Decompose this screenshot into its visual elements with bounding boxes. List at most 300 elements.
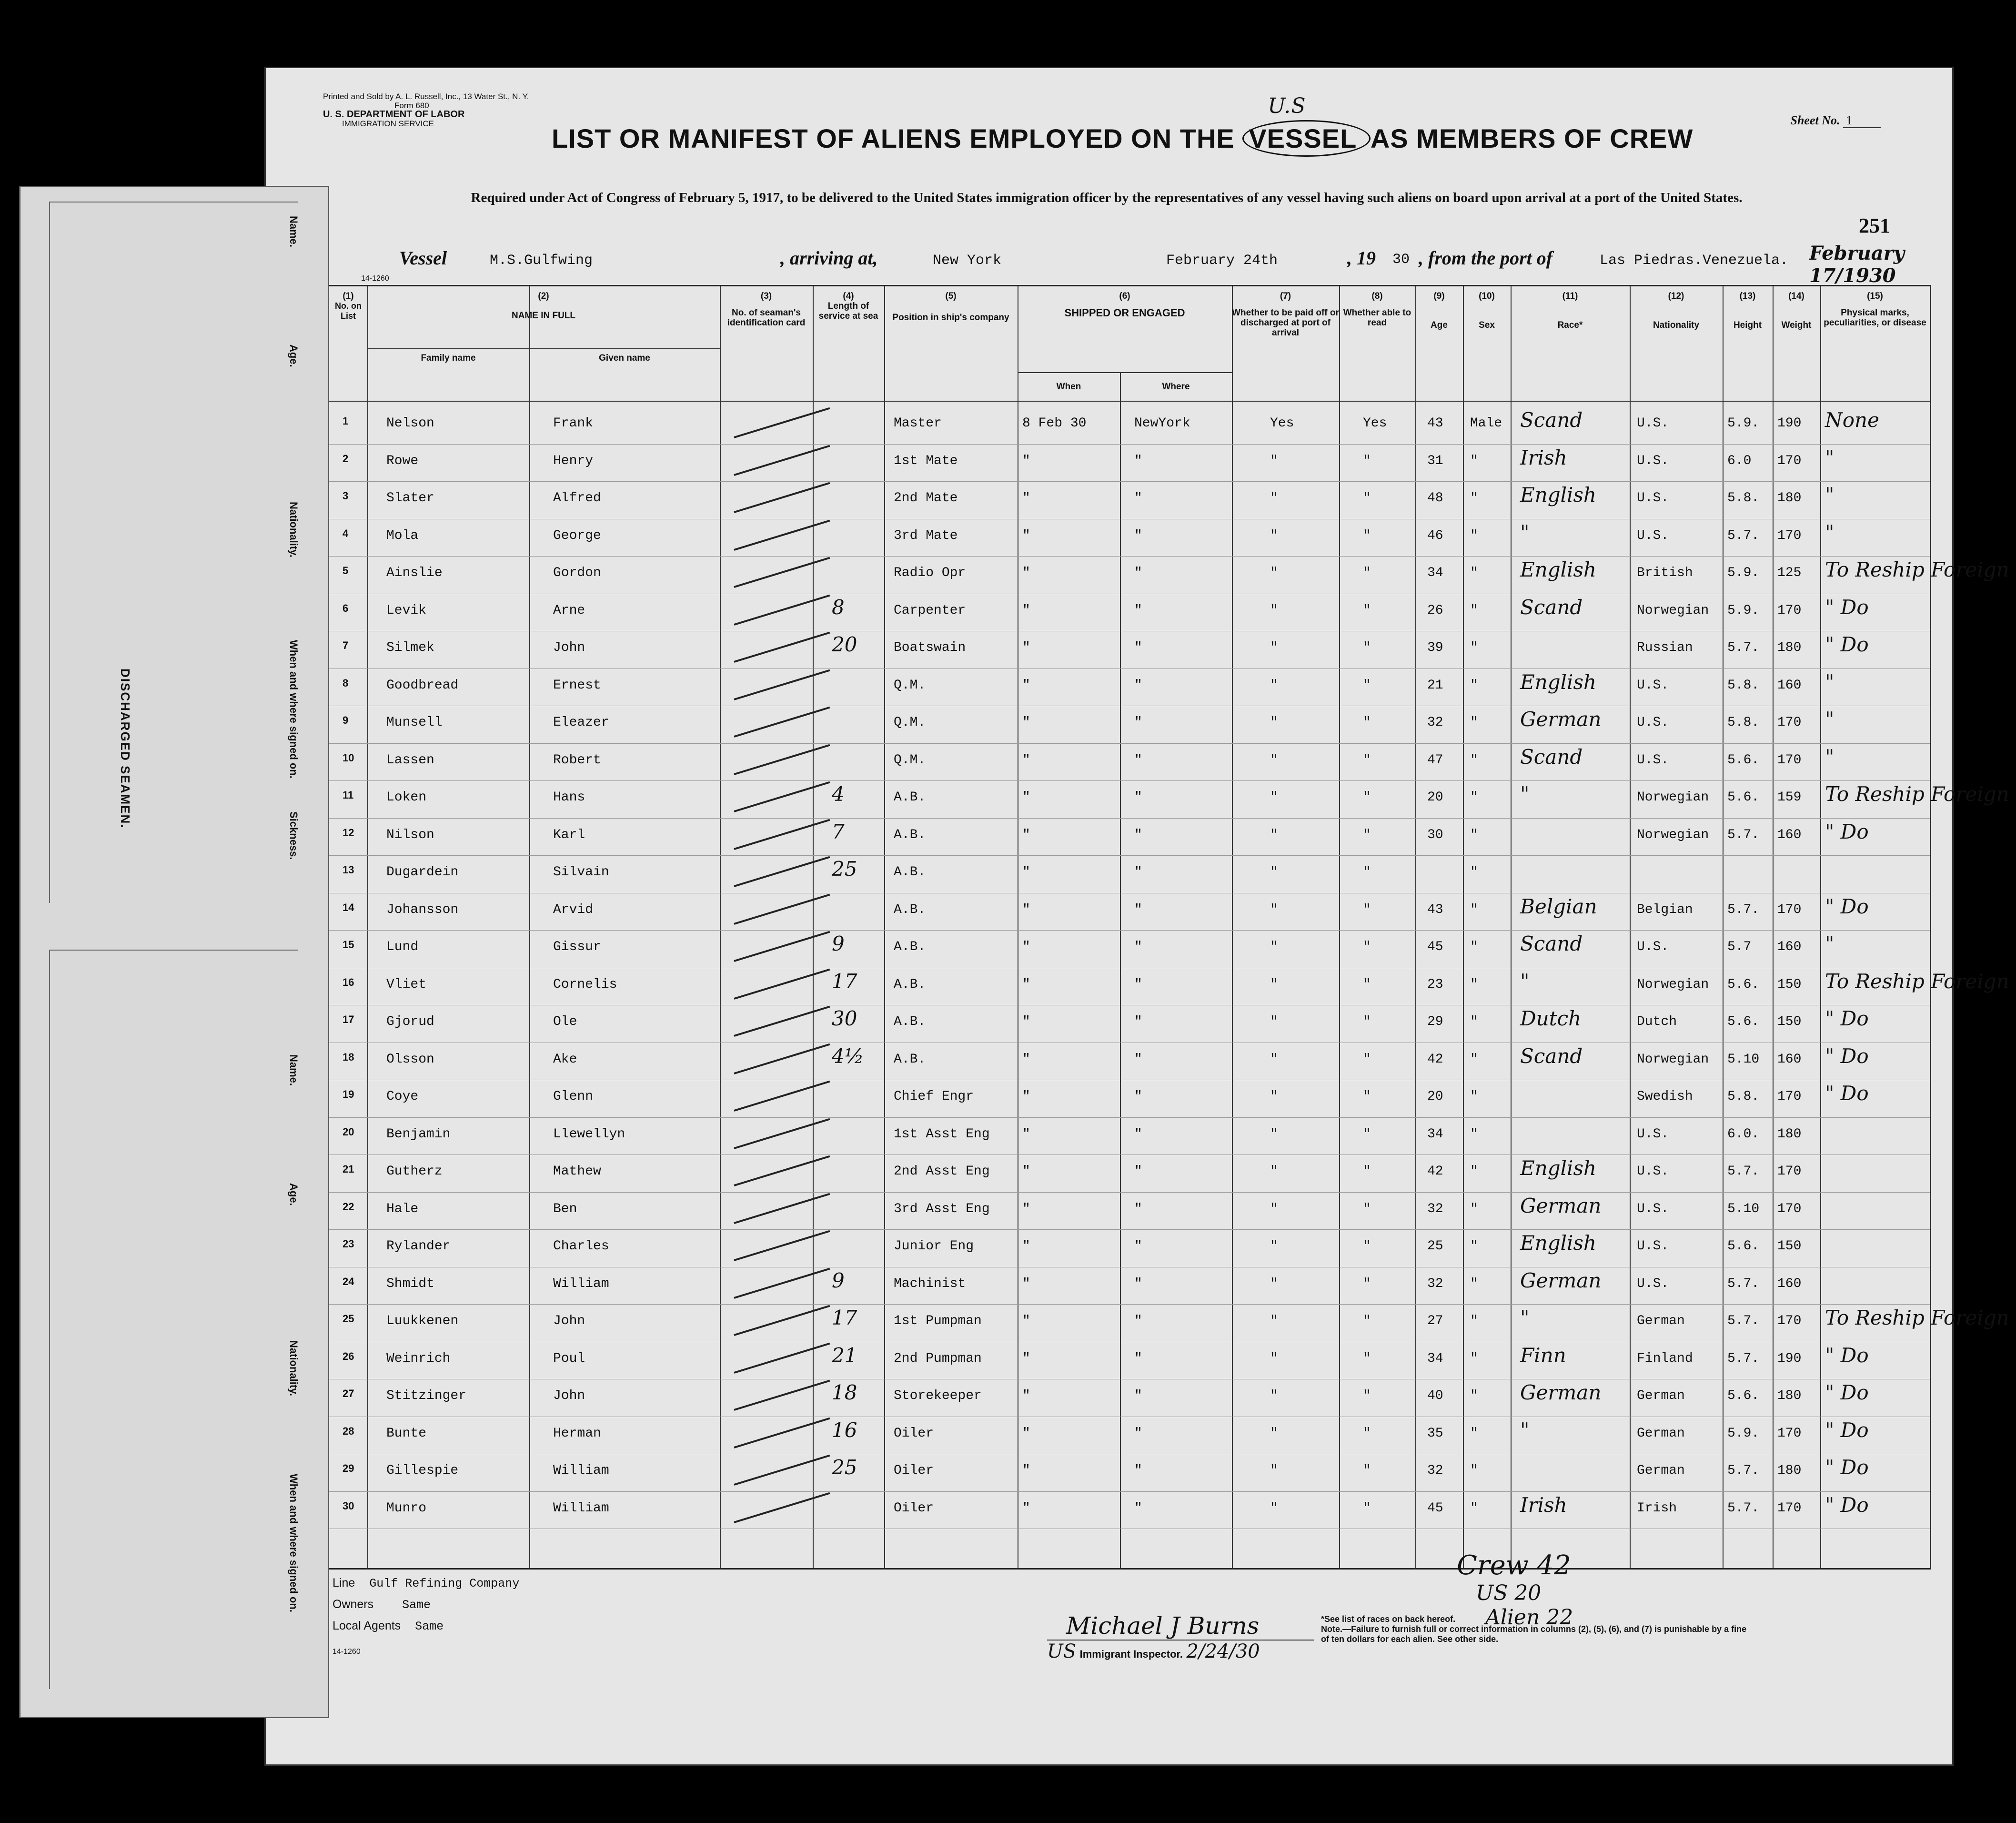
cell-position: 1st Asst Eng (894, 1126, 990, 1142)
cell-given: Frank (553, 416, 594, 431)
id-card-slash-mark (734, 968, 830, 999)
cell-sex: " (1470, 1351, 1478, 1366)
cell-race: English (1520, 670, 1597, 694)
cell-given: Glenn (553, 1089, 594, 1104)
cell-race: Belgian (1520, 894, 1597, 918)
cell-marks: " Do (1825, 1456, 1869, 1479)
manifest-sheet (264, 67, 2009, 1766)
cell-position: 1st Pumpman (894, 1314, 982, 1328)
cell-family: Gutherz (386, 1164, 443, 1179)
cell-paid: " (1270, 453, 1278, 468)
cell-read: " (1363, 1500, 1371, 1516)
cell-marks: To Reship Foreign (1825, 558, 2009, 581)
cell-weight: 170 (1777, 1201, 1802, 1216)
cell-height: 5.7. (1727, 640, 1760, 655)
cell-given: Charles (553, 1239, 609, 1254)
cell-when: " (1022, 715, 1030, 730)
cell-height: 5.6. (1727, 752, 1760, 768)
cell-weight: 180 (1777, 1388, 1802, 1403)
cell-weight: 170 (1777, 1164, 1802, 1179)
row-rule (329, 1491, 1930, 1492)
cell-position: Master (894, 416, 942, 431)
row-rule (329, 481, 1930, 482)
cell-position: A.B. (894, 865, 926, 880)
id-card-slash-mark (734, 1230, 830, 1261)
cell-weight: 125 (1777, 566, 1802, 580)
cell-height: 5.7. (1727, 1314, 1760, 1328)
cell-where: NewYork (1134, 416, 1190, 431)
cell-family: Mola (386, 528, 419, 543)
vessel-name: M.S.Gulfwing (490, 253, 593, 269)
cell-weight: 160 (1777, 940, 1802, 954)
column-divider (1723, 286, 1724, 1568)
cell-read: " (1363, 1276, 1371, 1291)
cell-service: 9 (832, 932, 845, 955)
cell-marks: " Do (1825, 1082, 1869, 1105)
cell-where: " (1134, 1052, 1142, 1067)
cell-when: " (1022, 1351, 1030, 1366)
cell-weight: 180 (1777, 1126, 1802, 1142)
cell-sex: " (1470, 715, 1478, 730)
cell-weight: 170 (1777, 453, 1802, 468)
col13-header: (13) Height (1733, 291, 1762, 330)
cell-race: English (1520, 483, 1597, 506)
cell-service: 20 (832, 633, 857, 656)
id-card-slash-mark (734, 707, 830, 738)
id-card-slash-mark (734, 632, 830, 663)
agents-field: Local Agents Same (333, 1619, 444, 1633)
year-prefix: , 19 (1347, 247, 1376, 269)
cell-given: Robert (553, 752, 601, 768)
cell-nationality: U.S. (1637, 940, 1669, 954)
cell-family: Nelson (386, 416, 434, 431)
cell-height: 5.7. (1727, 528, 1760, 543)
cell-when: " (1022, 1239, 1030, 1254)
cell-position: Storekeeper (894, 1388, 982, 1403)
cell-weight: 170 (1777, 902, 1802, 917)
cell-age: 42 (1427, 1164, 1443, 1179)
cell-family: Slater (386, 491, 434, 506)
cell-position: A.B. (894, 827, 926, 842)
row-rule (329, 668, 1930, 669)
cell-height: 5.7. (1727, 902, 1760, 917)
cell-when: " (1022, 1089, 1030, 1104)
from-date-handwritten: February 17/1930 (1809, 242, 1905, 287)
row-number: 30 (343, 1499, 354, 1512)
cell-nationality: Norwegian (1637, 603, 1709, 618)
cell-height: 6.0. (1727, 1126, 1760, 1142)
cell-weight: 170 (1777, 1426, 1802, 1441)
inspector-date: 2/24/30 (1186, 1641, 1260, 1662)
cell-height: 5.6. (1727, 977, 1760, 992)
sheet-number: Sheet No. 1 (1791, 113, 1881, 128)
cell-position: A.B. (894, 902, 926, 917)
cell-given: William (553, 1500, 609, 1516)
cell-read: " (1363, 865, 1371, 880)
row-number: 21 (343, 1163, 354, 1175)
cell-when: " (1022, 1052, 1030, 1067)
col8-header: (8) Whether able to read (1343, 291, 1411, 328)
cell-marks: " Do (1825, 894, 1869, 918)
cell-age: 32 (1427, 1201, 1443, 1216)
id-card-slash-mark (734, 893, 830, 924)
row-rule (329, 1229, 1930, 1230)
cell-age: 31 (1427, 453, 1443, 468)
strip-title: DISCHARGED SEAMEN. (118, 668, 132, 829)
cell-where: " (1134, 940, 1142, 954)
cell-position: Junior Eng (894, 1239, 974, 1254)
cell-race: English (1520, 1231, 1597, 1255)
cell-where: " (1134, 865, 1142, 880)
cell-weight: 160 (1777, 678, 1802, 693)
cell-position: Boatswain (894, 640, 966, 655)
cell-position: Q.M. (894, 752, 926, 768)
cell-where: " (1134, 1201, 1142, 1216)
alien-total: Alien 22 (1485, 1605, 1573, 1630)
cell-weight: 170 (1777, 1500, 1802, 1516)
cell-family: Stitzinger (386, 1388, 467, 1403)
cell-marks: None (1825, 408, 1879, 432)
strip-age-label: Age. (288, 344, 300, 367)
document-title (552, 94, 1693, 154)
cell-given: Henry (553, 453, 594, 468)
cell-read: " (1363, 1314, 1371, 1328)
owners-value: Same (402, 1598, 431, 1612)
cell-sex: " (1470, 940, 1478, 954)
cell-nationality: Swedish (1637, 1089, 1693, 1104)
column-divider (1630, 286, 1631, 1568)
cell-height: 5.8. (1727, 715, 1760, 730)
cell-service: 25 (832, 857, 857, 881)
strip-signed-label: When and where signed on. (288, 640, 300, 779)
service-name: IMMIGRATION SERVICE (342, 119, 434, 128)
cell-sex: " (1470, 678, 1478, 693)
cell-sex: " (1470, 1201, 1478, 1216)
cell-height: 5.10 (1727, 1052, 1760, 1067)
row-rule (329, 743, 1930, 744)
cell-race: Scand (1520, 408, 1583, 432)
form-code: 14-1260 (361, 274, 389, 283)
row-number: 10 (343, 751, 354, 764)
strip-grid-top (49, 202, 298, 903)
cell-height: 5.8. (1727, 1089, 1760, 1104)
cell-where: " (1134, 1164, 1142, 1179)
cell-nationality: Norwegian (1637, 1052, 1709, 1067)
cell-given: Ole (553, 1014, 577, 1029)
vessel-word: U.S VESSEL (1242, 120, 1371, 157)
cell-height: 5.7. (1727, 1164, 1760, 1179)
cell-where: " (1134, 752, 1142, 768)
cell-given: Mathew (553, 1164, 601, 1179)
cell-family: Rowe (386, 453, 419, 468)
cell-position: A.B. (894, 940, 926, 954)
row-number: 4 (343, 527, 349, 539)
cell-marks: " Do (1825, 1007, 1869, 1030)
id-card-slash-mark (734, 1417, 830, 1448)
row-number: 26 (343, 1350, 354, 1362)
cell-position: Q.M. (894, 715, 926, 730)
cell-race: Scand (1520, 745, 1583, 769)
line-value: Gulf Refining Company (369, 1577, 520, 1590)
strip-age-label-2: Age. (288, 1183, 300, 1206)
strip-nationality-label-2: Nationality. (288, 1340, 300, 1396)
form-number: Form 680 (394, 101, 429, 110)
cell-when: " (1022, 902, 1030, 917)
cell-sex: " (1470, 1052, 1478, 1067)
cell-where: " (1134, 1276, 1142, 1291)
cell-paid: " (1270, 827, 1278, 842)
cell-age: 40 (1427, 1388, 1443, 1403)
given-name-header: Given name (599, 353, 650, 363)
cell-position: A.B. (894, 977, 926, 992)
row-number: 3 (343, 490, 349, 502)
cell-marks: To Reship Foreign (1825, 969, 2009, 993)
cell-read: " (1363, 603, 1371, 618)
cell-race: " (1520, 782, 1530, 806)
document-subtitle: Required under Act of Congress of February 5, 1917, to be delivered to the United States immigration officer by the representatives of any vessel having such aliens on board upon arrival at a port of the United States. (471, 190, 1743, 205)
cell-nationality: Finland (1637, 1351, 1693, 1366)
row-rule (329, 818, 1930, 819)
discharged-seamen-strip (19, 186, 329, 1718)
cell-marks: " Do (1825, 820, 1869, 843)
cell-position: 2nd Pumpman (894, 1351, 982, 1366)
cell-sex: " (1470, 827, 1478, 842)
cell-paid: " (1270, 1426, 1278, 1441)
cell-given: Poul (553, 1351, 585, 1366)
cell-height: 5.7 (1727, 940, 1752, 954)
cell-where: " (1134, 902, 1142, 917)
cell-family: Lassen (386, 752, 434, 768)
cell-height: 5.9. (1727, 603, 1760, 618)
cell-given: Arne (553, 603, 585, 618)
cell-sex: " (1470, 528, 1478, 543)
cell-read: " (1363, 1463, 1371, 1478)
cell-where: " (1134, 1314, 1142, 1328)
column-divider (1232, 286, 1233, 1568)
cell-family: Bunte (386, 1426, 427, 1441)
cell-weight: 180 (1777, 640, 1802, 655)
row-rule (329, 444, 1930, 445)
cell-family: Goodbread (386, 678, 459, 693)
id-card-slash-mark (734, 482, 830, 513)
cell-nationality: U.S. (1637, 491, 1669, 506)
cell-age: 34 (1427, 1126, 1443, 1142)
cell-paid: " (1270, 977, 1278, 992)
year-suffix: 30 (1392, 252, 1410, 268)
cell-paid: " (1270, 603, 1278, 618)
cell-when: " (1022, 1500, 1030, 1516)
cell-age: 39 (1427, 640, 1443, 655)
cell-when: " (1022, 1276, 1030, 1291)
cell-weight: 190 (1777, 416, 1802, 431)
cell-position: Chief Engr (894, 1089, 974, 1104)
cell-sex: " (1470, 1276, 1478, 1291)
cell-read: " (1363, 528, 1371, 543)
cell-marks: " (1825, 446, 1835, 469)
cell-sex: " (1470, 1426, 1478, 1441)
cell-sex: " (1470, 865, 1478, 880)
cell-read: " (1363, 1239, 1371, 1254)
cell-nationality: German (1637, 1388, 1685, 1403)
cell-read: " (1363, 491, 1371, 506)
id-card-slash-mark (734, 1043, 830, 1074)
printer-line: Printed and Sold by A. L. Russell, Inc., 13 Water St., N. Y. (323, 92, 529, 101)
id-card-slash-mark (734, 1006, 830, 1037)
printer-imprint (323, 92, 529, 128)
cell-sex: Male (1470, 416, 1502, 431)
inspector-label: Immigrant Inspector. (1079, 1648, 1183, 1660)
cell-paid: " (1270, 1052, 1278, 1067)
cell-sex: " (1470, 1388, 1478, 1403)
cell-given: John (553, 1388, 585, 1403)
cell-nationality: U.S. (1637, 678, 1669, 693)
header-rule (367, 348, 720, 349)
cell-age: 45 (1427, 940, 1443, 954)
cell-paid: " (1270, 940, 1278, 954)
column-divider (529, 286, 530, 1568)
cell-marks: To Reship Foreign (1825, 782, 2009, 806)
cell-family: Loken (386, 790, 427, 805)
cell-where: " (1134, 491, 1142, 506)
cell-age: 32 (1427, 1276, 1443, 1291)
cell-when: " (1022, 603, 1030, 618)
cell-read: " (1363, 940, 1371, 954)
cell-when: " (1022, 790, 1030, 805)
cell-marks: To Reship Foreign (1825, 1306, 2009, 1329)
cell-nationality: Belgian (1637, 902, 1693, 917)
column-divider (813, 286, 814, 1568)
cell-family: Gillespie (386, 1463, 459, 1478)
cell-family: Shmidt (386, 1276, 434, 1291)
cell-family: Munsell (386, 715, 443, 730)
footer-fields (333, 1576, 519, 1669)
sheet-number-value: 1 (1843, 113, 1881, 128)
cell-paid: " (1270, 1089, 1278, 1104)
id-card-slash-mark (734, 445, 830, 476)
cell-nationality: U.S. (1637, 1126, 1669, 1142)
cell-read: " (1363, 902, 1371, 917)
cell-weight: 160 (1777, 1052, 1802, 1067)
cell-when: " (1022, 1314, 1030, 1328)
header-rule (329, 401, 1930, 402)
cell-height: 5.8. (1727, 678, 1760, 693)
cell-where: " (1134, 1500, 1142, 1516)
id-card-slash-mark (734, 594, 830, 625)
where-header: Where (1162, 382, 1190, 392)
cell-where: " (1134, 1351, 1142, 1366)
cell-family: Nilson (386, 827, 434, 842)
cell-age: 42 (1427, 1052, 1443, 1067)
cell-height: 5.8. (1727, 491, 1760, 506)
cell-paid: " (1270, 566, 1278, 580)
cell-paid: " (1270, 790, 1278, 805)
cell-when: " (1022, 566, 1030, 580)
cell-nationality: U.S. (1637, 1239, 1669, 1254)
cell-read: " (1363, 678, 1371, 693)
cell-race: Irish (1520, 1493, 1567, 1517)
cell-race: Scand (1520, 932, 1583, 955)
cell-marks: " Do (1825, 1044, 1869, 1068)
cell-read: Yes (1363, 416, 1387, 431)
cell-age: 21 (1427, 678, 1443, 693)
col1-header: (1) No. on List (335, 291, 362, 321)
cell-nationality: U.S. (1637, 752, 1669, 768)
id-card-slash-mark (734, 1267, 830, 1298)
cell-sex: " (1470, 977, 1478, 992)
cell-age: 30 (1427, 827, 1443, 842)
id-card-slash-mark (734, 931, 830, 962)
cell-service: 18 (832, 1381, 857, 1404)
cell-service: 16 (832, 1418, 857, 1442)
id-card-slash-mark (734, 519, 830, 550)
col15-header: (15) Physical marks, peculiarities, or disease (1824, 291, 1926, 328)
cell-race: German (1520, 708, 1602, 731)
cell-read: " (1363, 1052, 1371, 1067)
cell-height: 5.7. (1727, 1351, 1760, 1366)
cell-nationality: U.S. (1637, 453, 1669, 468)
cell-read: " (1363, 640, 1371, 655)
cell-sex: " (1470, 752, 1478, 768)
cell-family: Johansson (386, 902, 459, 917)
cell-when: " (1022, 453, 1030, 468)
cell-nationality: British (1637, 566, 1693, 580)
us-total: US 20 (1476, 1581, 1542, 1605)
column-divider (1463, 286, 1464, 1568)
column-divider (1339, 286, 1340, 1568)
cell-position: Oiler (894, 1500, 934, 1516)
cell-where: " (1134, 977, 1142, 992)
cell-family: Vliet (386, 977, 427, 992)
cell-read: " (1363, 1426, 1371, 1441)
cell-given: Cornelis (553, 977, 617, 992)
row-number: 18 (343, 1051, 354, 1063)
cell-sex: " (1470, 1239, 1478, 1254)
cell-service: 21 (832, 1343, 857, 1367)
column-divider (884, 286, 885, 1568)
cell-where: " (1134, 790, 1142, 805)
line-field: Line Gulf Refining Company (333, 1576, 520, 1590)
cell-race: English (1520, 558, 1597, 581)
strip-sickness-label: Sickness. (288, 811, 300, 860)
id-card-slash-mark (734, 744, 830, 775)
id-card-slash-mark (734, 669, 830, 700)
cell-weight: 170 (1777, 1089, 1802, 1104)
cell-when: " (1022, 491, 1030, 506)
cell-paid: " (1270, 640, 1278, 655)
cell-position: 2nd Mate (894, 491, 958, 506)
cell-given: William (553, 1463, 609, 1478)
cell-sex: " (1470, 491, 1478, 506)
cell-height: 6.0 (1727, 453, 1752, 468)
cell-nationality: U.S. (1637, 1276, 1669, 1291)
cell-position: Oiler (894, 1463, 934, 1478)
cell-age: 20 (1427, 1089, 1443, 1104)
cell-sex: " (1470, 1314, 1478, 1328)
id-card-slash-mark (734, 1081, 830, 1112)
crew-total: Crew 42 (1457, 1550, 1571, 1581)
cell-read: " (1363, 566, 1371, 580)
row-rule (329, 1304, 1930, 1305)
cell-given: Arvid (553, 902, 594, 917)
cell-read: " (1363, 1201, 1371, 1216)
cell-weight: 180 (1777, 491, 1802, 506)
cell-where: " (1134, 603, 1142, 618)
cell-age: 25 (1427, 1239, 1443, 1254)
cell-sex: " (1470, 453, 1478, 468)
strip-grid-bottom (49, 950, 298, 1689)
cell-when: " (1022, 977, 1030, 992)
cell-position: Radio Opr (894, 566, 966, 580)
